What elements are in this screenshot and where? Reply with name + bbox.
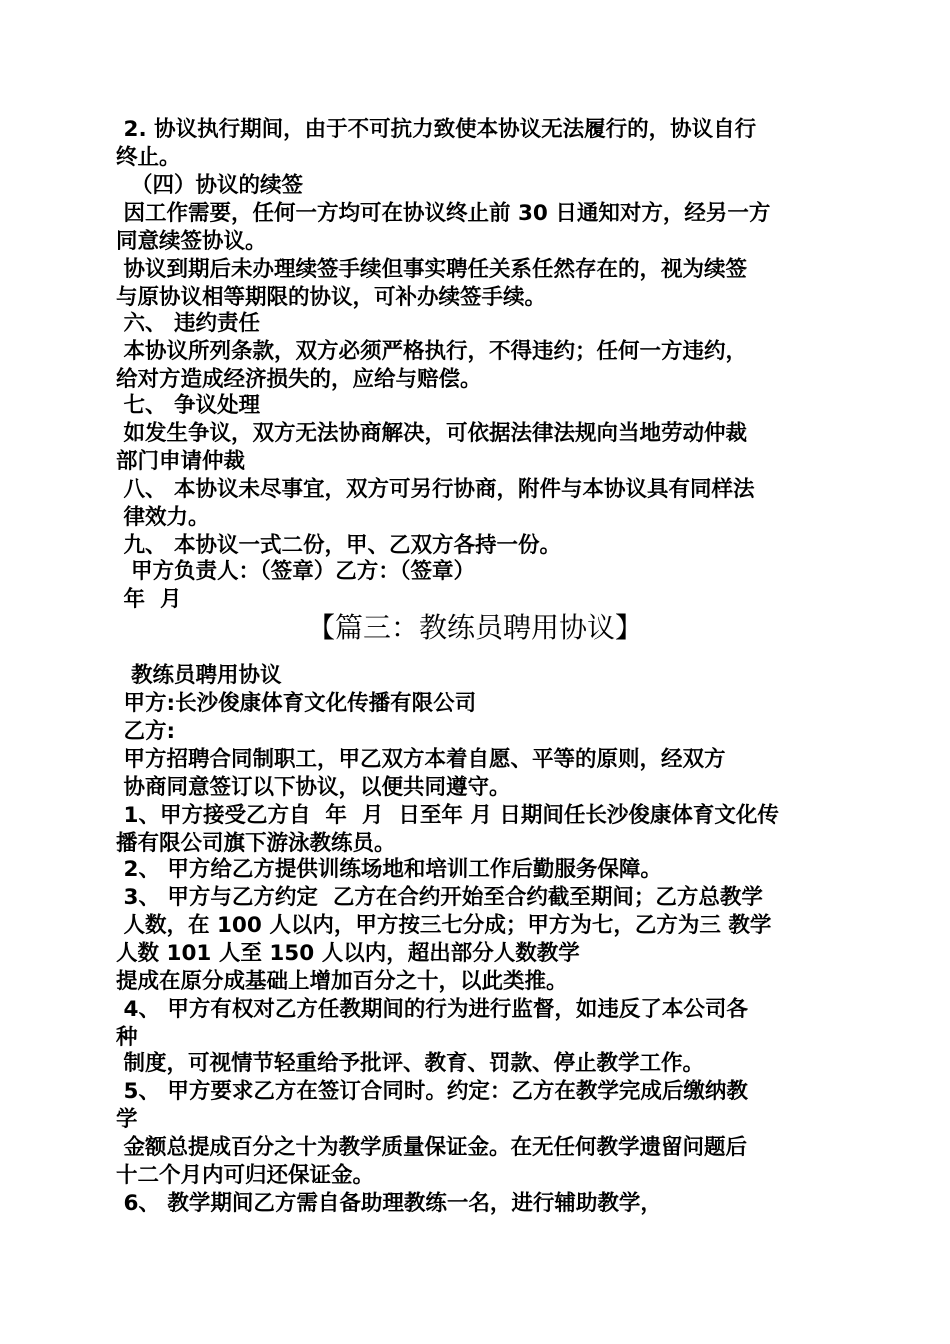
text-line: 2. 协议执行期间，由于不可抗力致使本协议无法履行的，协议自行 [116,117,757,142]
signature-line: 甲方负责人：（签章）乙方：（签章） [116,559,475,584]
text-line: 播有限公司旗下游泳教练员。 [116,831,396,856]
text-line: 协商同意签订以下协议，以便共同遵守。 [116,775,511,800]
text-line: 十二个月内可归还保证金。 [116,1163,375,1188]
party-a-line: 甲方:长沙俊康体育文化传播有限公司 [116,691,477,716]
section-heading: （四）协议的续签 [116,173,303,198]
text-line: 种 [116,1025,138,1050]
text-line: 终止。 [116,145,181,170]
section-heading: 六、 违约责任 [116,311,260,336]
section-heading: 七、 争议处理 [116,393,260,418]
text-line: 甲方招聘合同制职工，甲乙双方本着自愿、平等的原则，经双方 [116,747,726,772]
party-b-line: 乙方: [116,719,176,744]
text-line: 给对方造成经济损失的，应给与赔偿。 [116,367,482,392]
text-line: 如发生争议，双方无法协商解决，可依据法律法规向当地劳动仲裁 [116,421,747,446]
text-line: 学 [116,1107,138,1132]
text-line: 金额总提成百分之十为教学质量保证金。在无任何教学遗留问题后 [116,1135,747,1160]
text-line: 部门申请仲裁 [116,449,246,474]
date-line: 年 月 [116,587,182,612]
text-line: 同意续签协议。 [116,229,267,254]
clause-line: 2、 甲方给乙方提供训练场地和培训工作后勤服务保障。 [116,857,662,882]
text-line: 人数，在 100 人以内，甲方按三七分成；甲方为七，乙方为三 教学 [116,913,772,938]
text-line: 协议到期后未办理续签手续但事实聘任关系任然存在的，视为续签 [116,257,747,282]
text-line: 提成在原分成基础上增加百分之十，以此类推。 [116,969,568,994]
text-line: 律效力。 [116,505,210,530]
text-line: 人数 101 人至 150 人以内，超出部分人数教学 [116,941,580,966]
text-line: 八、 本协议未尽事宜，双方可另行协商，附件与本协议具有同样法 [116,477,755,502]
section-title: 【篇三：教练员聘用协议】 [306,611,643,644]
clause-line: 3、 甲方与乙方约定 乙方在合约开始至合约截至期间；乙方总教学 [116,885,763,910]
text-line: 制度，可视情节轻重给予批评、教育、罚款、停止教学工作。 [116,1051,704,1076]
clause-line: 4、 甲方有权对乙方任教期间的行为进行监督，如违反了本公司各 [116,997,748,1022]
text-line: 本协议所列条款，双方必须严格执行，不得违约；任何一方违约， [116,339,747,364]
clause-line: 1、甲方接受乙方自 年 月 日至年 月 日期间任长沙俊康体育文化传 [116,803,779,828]
clause-line: 6、 教学期间乙方需自备助理教练一名，进行辅助教学， [116,1191,662,1216]
agreement-title: 教练员聘用协议 [116,663,282,688]
text-line: 与原协议相等期限的协议，可补办续签手续。 [116,285,547,310]
clause-line: 5、 甲方要求乙方在签订合同时。约定：乙方在教学完成后缴纳教 [116,1079,748,1104]
text-line: 因工作需要，任何一方均可在协议终止前 30 日通知对方，经另一方 [116,201,771,226]
text-line: 九、 本协议一式二份，甲、乙双方各持一份。 [116,533,561,558]
